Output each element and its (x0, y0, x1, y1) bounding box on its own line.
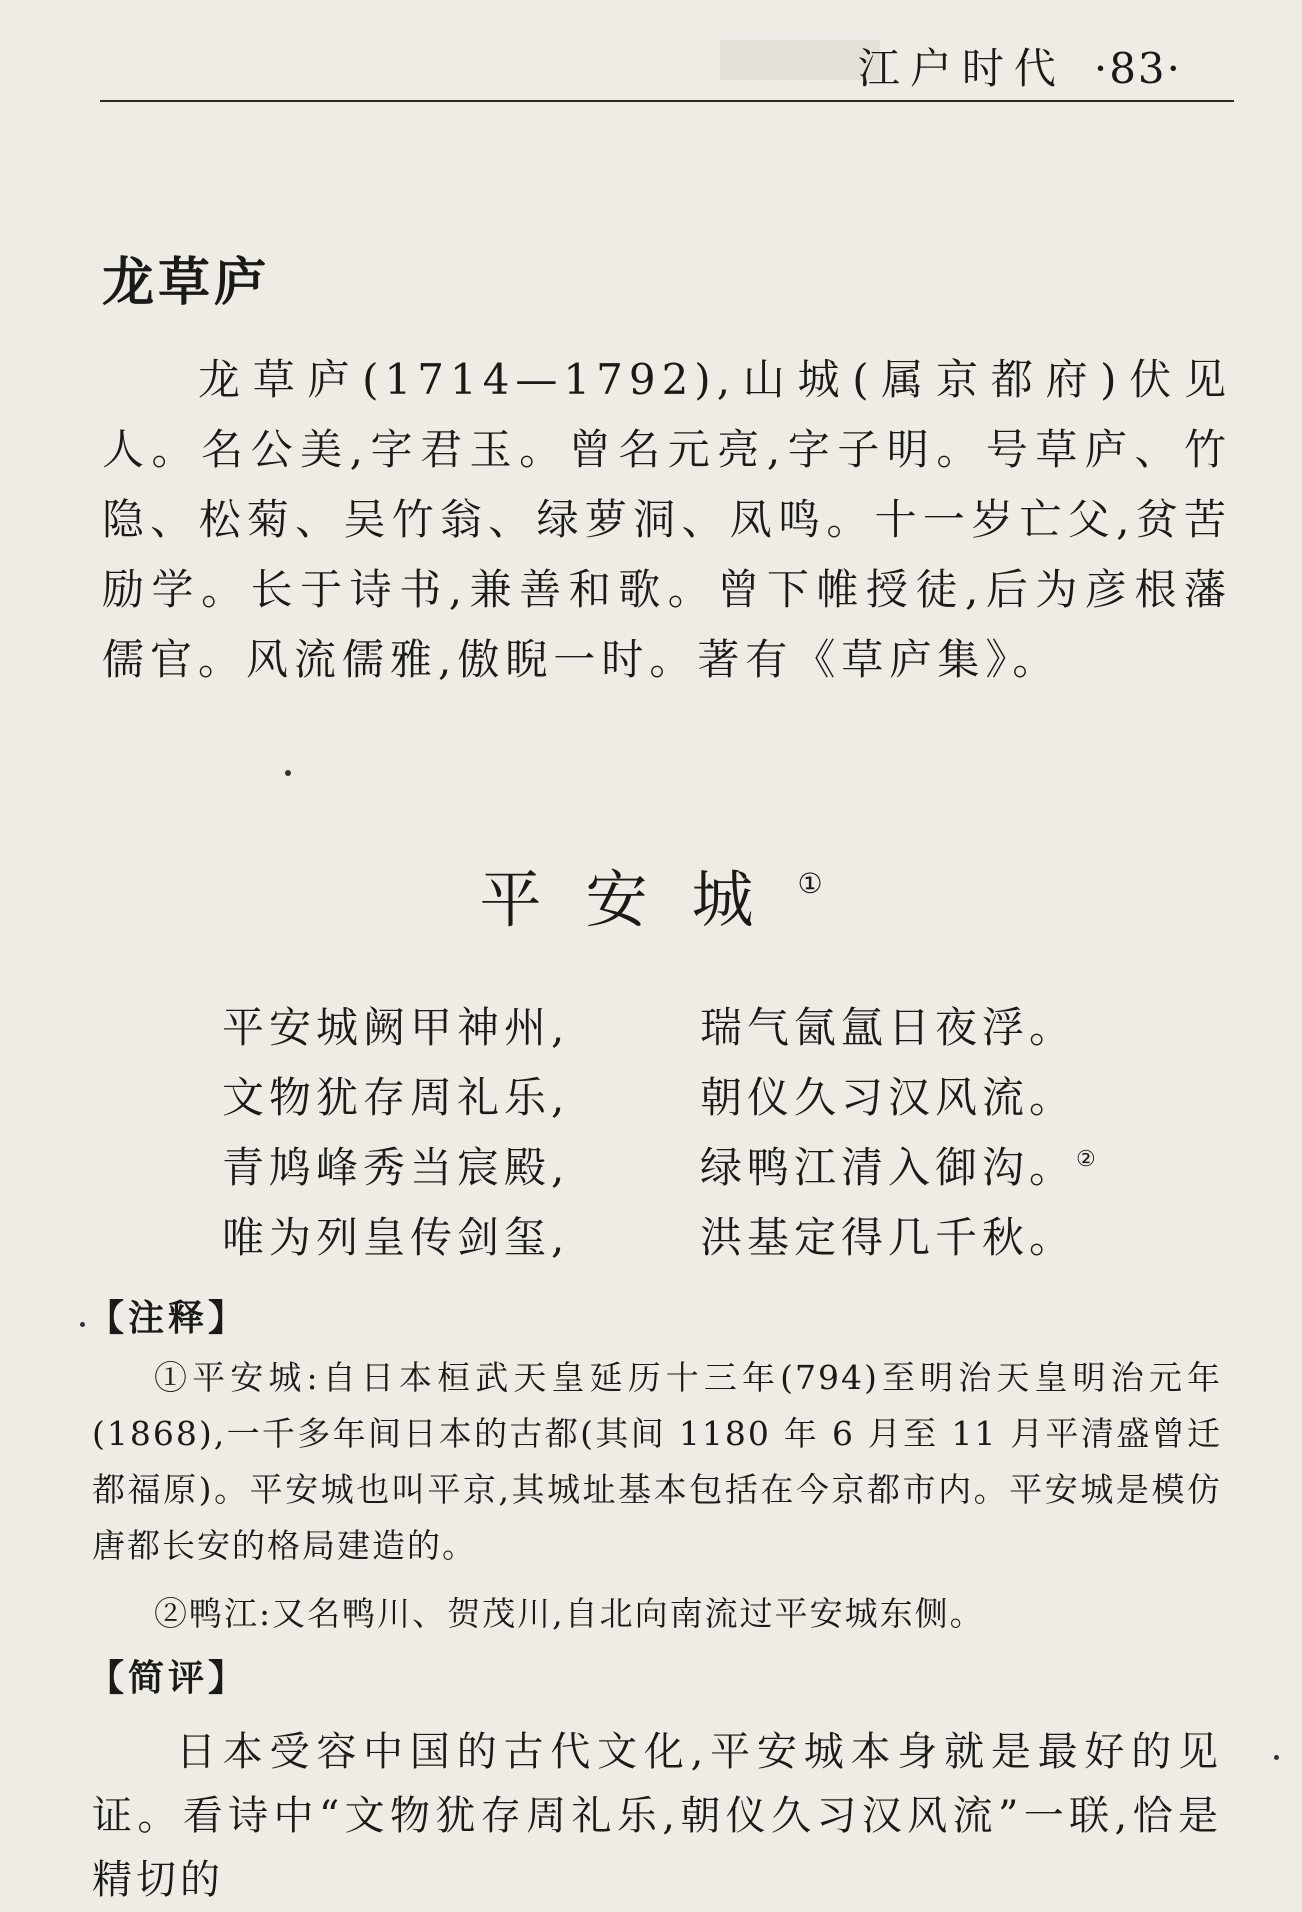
poem-line (222, 990, 1096, 1060)
author-bio (102, 345, 1232, 695)
print-speck (80, 1322, 85, 1327)
poem-line-second-half-text: 绿鸭江清入御沟。 (700, 1143, 1077, 1192)
running-header (858, 36, 1182, 96)
note-item: ②鸭江:又名鸭川、贺茂川,自北向南流过平安城东侧。 (154, 1594, 985, 1633)
bleed-through-shadow (720, 40, 880, 80)
poem-line-note-mark: ② (1076, 1147, 1096, 1172)
poem-body (222, 990, 1096, 1270)
running-header-title: 江户时代 (857, 44, 1066, 93)
page-number: ·83· (1093, 44, 1182, 93)
header-rule (100, 100, 1234, 102)
notes-heading: 【注释】 (88, 1298, 249, 1339)
poem-line-second-half: 洪基定得几千秋。 (700, 1213, 1077, 1262)
commentary-body (92, 1720, 1222, 1912)
poem-line-first-half: 青鸠峰秀当宸殿, (222, 1143, 570, 1192)
author-bio-text: 龙草庐(1714—1792),山城(属京都府)伏见人。名公美,字君玉。曾名元亮,字子明。号草庐、竹隐、松菊、吴竹翁、绿萝洞、凤鸣。十一岁亡父,贫苦励学。长于诗书,兼善和歌。曾下帷授徒,后为彦根藩儒官。风流儒雅,傲睨一时。著有《草庐集》。 (102, 355, 1232, 684)
poem-line-first-half: 唯为列皇传剑玺, (222, 1213, 570, 1262)
poem-line-first-half: 文物犹存周礼乐, (222, 1073, 570, 1122)
poem-line-first-half: 平安城阙甲神州, (222, 1003, 570, 1052)
poem-title-note-mark: ① (797, 867, 823, 900)
notes-list (92, 1350, 1222, 1654)
author-heading: 龙草庐 (102, 253, 271, 313)
poem-line (222, 1060, 1096, 1130)
poem-line (222, 1130, 1096, 1200)
commentary-text: 日本受容中国的古代文化,平安城本身就是最好的见证。看诗中“文物犹存周礼乐,朝仪久习汉风流”一联,恰是精切的 (92, 1729, 1222, 1903)
poem-line-second-half (700, 1135, 1096, 1195)
poem-title-text: 平安城 (479, 863, 798, 936)
print-speck (285, 770, 291, 776)
note-item: ①平安城:自日本桓武天皇延历十三年(794)至明治天皇明治元年(1868),一千多年间日本的古都(其间 1180 年 6 月至 11 月平清盛曾迁都福原)。平安城也叫平京,其城址基本包括在今京都市内。平安城是模仿唐都长安的格局建造的。 (92, 1358, 1222, 1565)
poem-line-second-half: 瑞气氤氲日夜浮。 (700, 1003, 1077, 1052)
commentary-heading: 【简评】 (88, 1658, 249, 1699)
print-speck (1274, 1755, 1279, 1760)
poem-line (222, 1200, 1096, 1270)
poem-title (0, 850, 1302, 939)
poem-line-second-half: 朝仪久习汉风流。 (700, 1073, 1077, 1122)
